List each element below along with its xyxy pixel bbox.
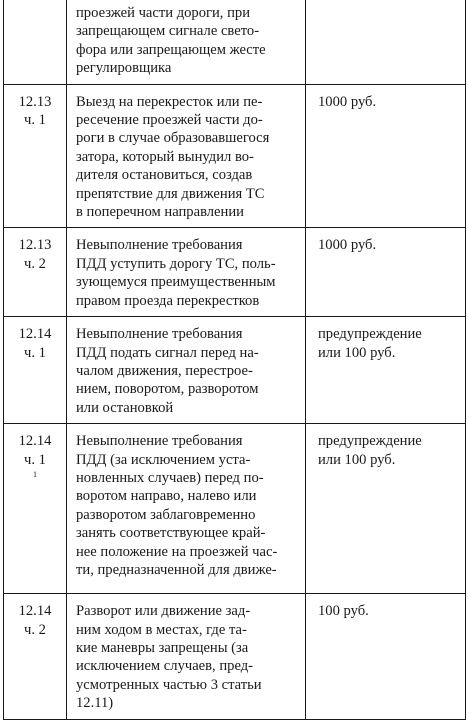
description-cell [67, 84, 306, 228]
article-part: ч. 1 [24, 344, 46, 361]
description-line: препятствие для движения ТС [76, 185, 265, 202]
description-line: чалом движения, перестрое- [76, 362, 253, 379]
description-line: ПДД (за исключением уста- [76, 451, 251, 468]
description-line: в поперечном направлении [76, 204, 244, 221]
description-line: фора или запрещающем жесте [76, 41, 266, 58]
description-line: Невыполнение требования [76, 237, 243, 254]
description-line: роги в случае образовавшегося [76, 130, 270, 147]
description-line: Невыполнение требования [76, 433, 243, 450]
article-part: ч. 1 $^1$ [24, 451, 46, 479]
description-line: ПДД подать сигнал перед на- [76, 344, 259, 361]
description-line: ресечение проезжей части до- [76, 112, 263, 129]
article-number: 12.13 [18, 93, 52, 110]
table-row [4, 424, 466, 594]
table-row [4, 84, 466, 228]
description-line: проезжей части дороги, при [76, 5, 251, 21]
penalty-cell [306, 317, 466, 424]
description-cell [67, 594, 306, 719]
penalty-cell [306, 424, 466, 594]
penalty-line: 1000 руб. [318, 237, 377, 254]
article-number: 12.13 [18, 237, 52, 254]
description-line: регулировщика [76, 60, 172, 77]
description-line: нием, поворотом, разворотом [76, 381, 259, 398]
article-cell [4, 317, 67, 424]
penalty-cell [306, 84, 466, 228]
fines-table [3, 0, 466, 720]
penalty-line: или 100 руб. [318, 451, 396, 468]
description-line: или остановкой [76, 399, 174, 416]
description-line: усмотренных частью 3 статьи [76, 676, 262, 693]
description-line: Разворот или движение зад- [76, 603, 251, 620]
penalty-line: 100 руб. [318, 603, 369, 620]
table-row [4, 0, 466, 84]
article-cell [4, 424, 67, 594]
description-line: ПДД уступить дорогу ТС, поль- [76, 255, 276, 272]
description-line: занять соответствующее край- [76, 525, 266, 542]
penalty-line: или 100 руб. [318, 344, 396, 361]
article-number: 12.14 [18, 603, 52, 620]
description-line: затора, который вынудил во- [76, 148, 254, 165]
article-number: 12.14 [18, 433, 52, 450]
article-part: ч. 1 [24, 112, 46, 129]
article-number: 12.14 [18, 326, 52, 343]
description-cell [67, 424, 306, 594]
description-line: запрещающем сигнале свето- [76, 23, 260, 40]
article-cell [4, 594, 67, 719]
penalty-line: предупреждение [318, 433, 422, 450]
description-line: ним ходом в местах, где та- [76, 621, 247, 638]
description-line: правом проезда перекрестков [76, 292, 260, 309]
description-line: исключением случаев, пред- [76, 658, 254, 675]
description-cell [67, 228, 306, 317]
description-line: Выезд на перекресток или пе- [76, 93, 263, 110]
penalty-line: предупреждение [318, 326, 422, 343]
article-cell [4, 0, 67, 84]
description-line: нее положение на проезжей час- [76, 543, 278, 560]
article-cell [4, 228, 67, 317]
penalty-line: 1000 руб. [318, 93, 377, 110]
description-line: разворотом заблаговременно [76, 506, 256, 523]
penalty-cell [306, 594, 466, 719]
article-part: ч. 2 [24, 621, 46, 638]
description-line: дителя остановиться, создав [76, 167, 253, 184]
penalty-cell [306, 0, 466, 84]
penalty-cell [306, 228, 466, 317]
table-row [4, 228, 466, 317]
description-line: новленных случаев) перед по- [76, 469, 264, 486]
description-cell [67, 0, 306, 84]
description-line: Невыполнение требования [76, 326, 243, 343]
article-superscript: 1 [33, 469, 37, 479]
article-part: ч. 2 [24, 255, 46, 272]
description-line: ти, предназначенной для движе- [76, 561, 277, 578]
table-row [4, 594, 466, 719]
description-cell [67, 317, 306, 424]
description-line: кие маневры запрещены (за [76, 639, 249, 656]
article-cell [4, 84, 67, 228]
table-row [4, 317, 466, 424]
description-line: 12.11) [76, 695, 114, 712]
description-line: зующемуся преимущественным [76, 274, 276, 291]
description-line: воротом направо, налево или [76, 488, 257, 505]
